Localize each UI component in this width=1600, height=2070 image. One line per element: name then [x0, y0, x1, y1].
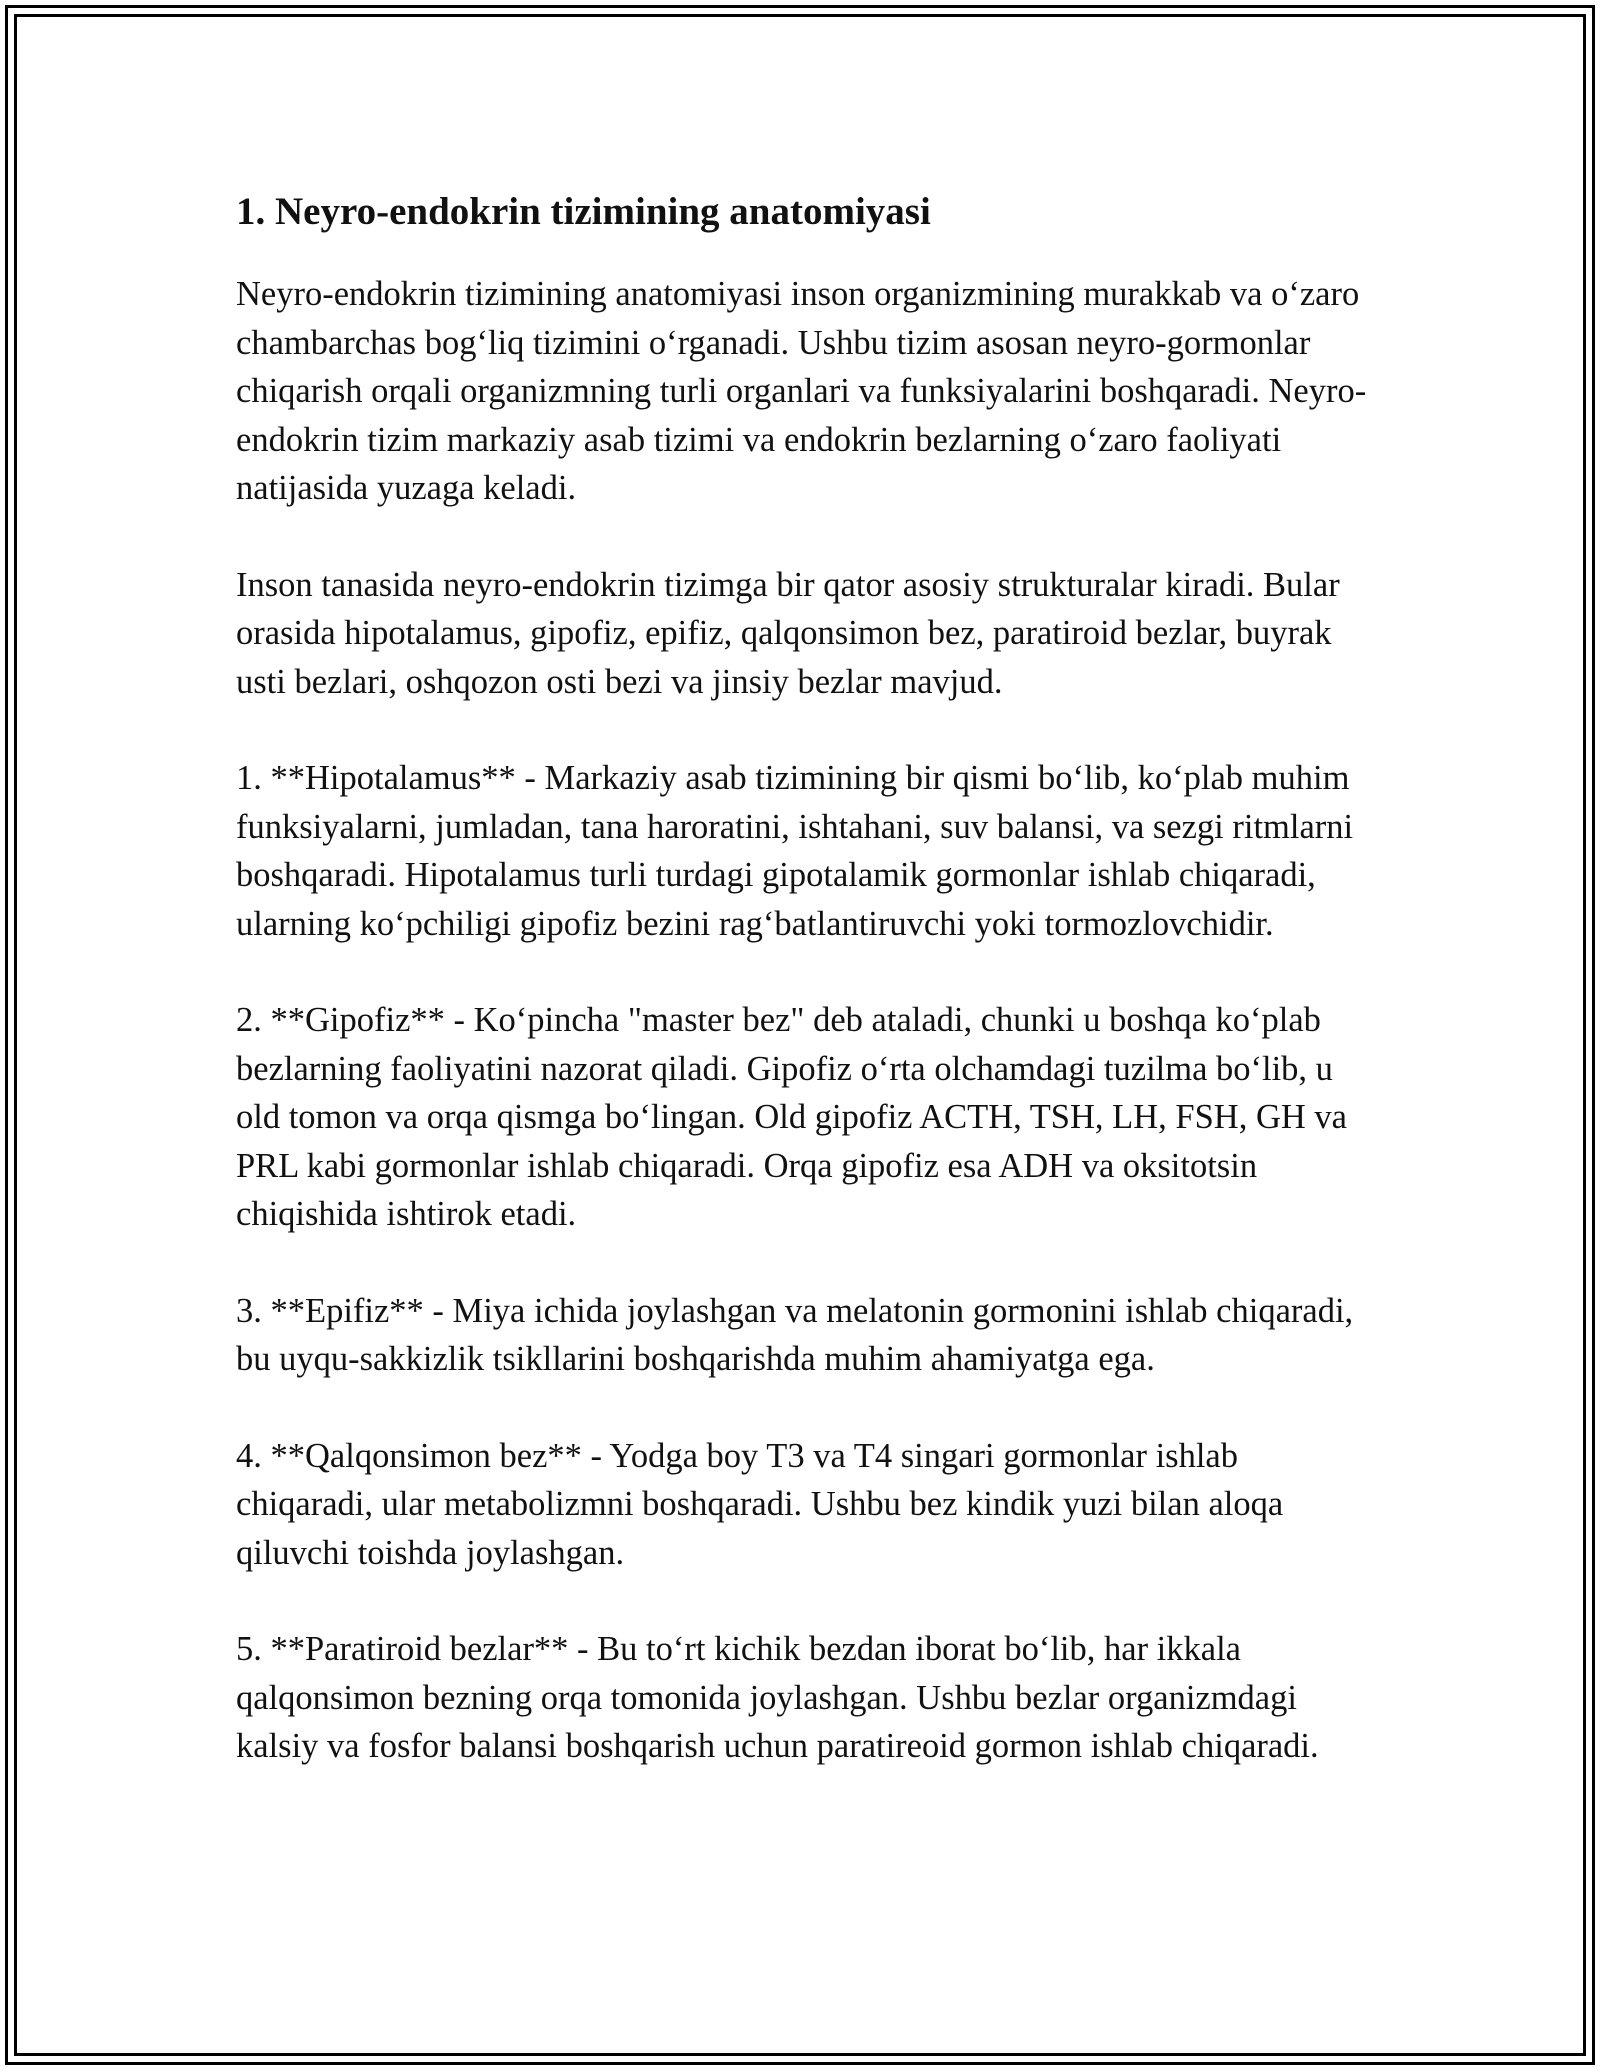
document-body [236, 184, 1376, 1819]
section-title: 1. Neyro-endokrin tizimining anatomiyasi [236, 190, 931, 233]
list-item-paratiroid-bezlar: 5. **Paratiroid bezlar** - Bu to‘rt kichik bezdan iborat bo‘lib, har ikkala qalqonsimon bezning orqa tomonida joylashgan. Ushbu bezlar organizmdagi kalsiy va fosfor balansi boshqarish uchun paratireoid gormon ishlab chiqaradi. [236, 1630, 1319, 1765]
list-item-gipofiz: 2. **Gipofiz** - Ko‘pincha "master bez" deb ataladi, chunki u boshqa ko‘plab bezlarning faoliyatini nazorat qiladi. Gipofiz o‘rta olchamdagi tuzilma bo‘lib, u old tomon va orqa qismga bo‘lingan. Old gipofiz ACTH, TSH, LH, FSH, GH va PRL kabi gormonlar ishlab chiqaradi. Orqa gipofiz esa ADH va oksitotsin chiqishida ishtirok etadi. [236, 1001, 1347, 1233]
structures-paragraph: Inson tanasida neyro-endokrin tizimga bir qator asosiy strukturalar kiradi. Bular orasida hipotalamus, gipofiz, epifiz, qalqonsimon bez, paratiroid bezlar, buyrak usti bezlari, oshqozon osti bezi va jinsiy bezlar mavjud. [236, 565, 1340, 701]
list-item-hipotalamus: 1. **Hipotalamus** - Markaziy asab tizimining bir qismi bo‘lib, ko‘plab muhim funksiyalarni, jumladan, tana haroratini, ishtahani, suv balansi, va sezgi ritmlarni boshqaradi. Hipotalamus turli turdagi gipotalamik gormonlar ishlab chiqaradi, ularning ko‘pchiligi gipofiz bezini rag‘batlantiruvchi yoki tormozlovchidir. [236, 759, 1354, 943]
intro-paragraph: Neyro-endokrin tizimining anatomiyasi inson organizmining murakkab va o‘zaro chambarchas bog‘liq tizimini o‘rganadi. Ushbu tizim asosan neyro-gormonlar chiqarish orqali organizmning turli organlari va funksiyalarini boshqaradi. Neyro-endokrin tizim markaziy asab tizimi va endokrin bezlarning o‘zaro faoliyati natijasida yuzaga keladi. [236, 275, 1367, 507]
list-item-qalqonsimon-bez: 4. **Qalqonsimon bez** - Yodga boy T3 va T4 singari gormonlar ishlab chiqaradi, ular metabolizmni boshqaradi. Ushbu bez kindik yuzi bilan aloqa qiluvchi toishda joylashgan. [236, 1436, 1284, 1572]
list-item-epifiz: 3. **Epifiz** - Miya ichida joylashgan va melatonin gormonini ishlab chiqaradi, bu uyqu-sakkizlik tsikllarini boshqarishda muhim ahamiyatga ega. [236, 1291, 1354, 1378]
